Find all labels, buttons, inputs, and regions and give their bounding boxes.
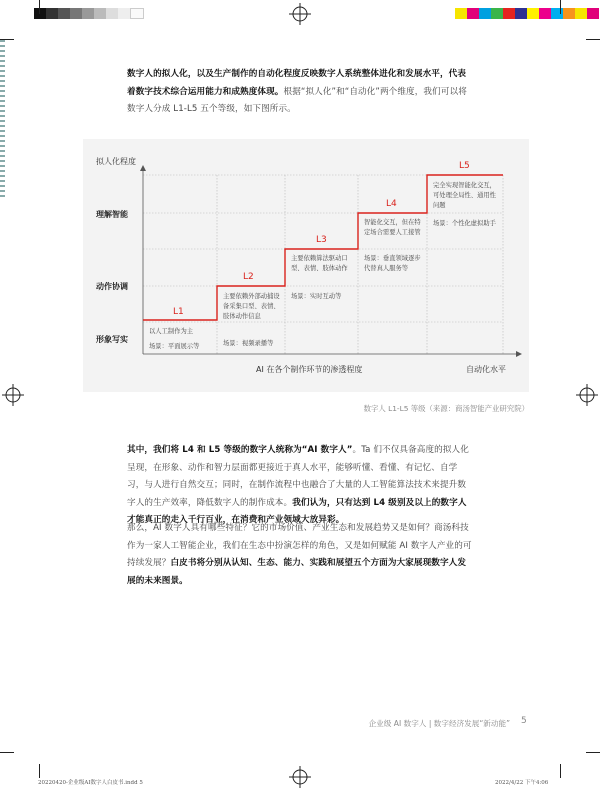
x-axis-end-label: 自动化水平	[466, 365, 506, 374]
level-desc-l5: 完全实现智能化交互，可处理全局性、通用性问题	[433, 182, 496, 209]
level-desc-l4: 智能化交互，但在特定场合需要人工接管	[364, 219, 421, 236]
edge-bleed-pattern	[0, 40, 5, 200]
level-scene-l5: 场景：个性化虚拟助手	[433, 220, 496, 227]
level-label-l1: L1	[173, 307, 184, 317]
page-footer-title: 企业级 AI 数字人 | 数字经济发展“新动能”	[368, 719, 510, 728]
y-axis-arrow-icon	[140, 165, 146, 171]
body-paragraph-2	[127, 442, 473, 530]
level-label-l2: L2	[243, 272, 254, 282]
level-desc-l2: 主要依赖外部动捕设备采集口型、表情、肢体动作信息	[223, 293, 280, 320]
color-bar-cmyk	[455, 8, 599, 19]
level-scene-l2: 场景：视频录播等	[223, 340, 274, 347]
crop-mark	[39, 0, 40, 14]
para2-text: 。Ta 们不仅具备高度的拟人化呈现，在形象、动作和智力层面都更接近于真人水平，能够听懂、看懂、有记忆、自学习，与人进行自然交互；同时，在制作流程中也融合了大量的人工智能算法技术来提升数字人的生产效率，降低数字人的制作成本。	[127, 445, 469, 508]
print-slug-right: 2022/4/22 下午4:06	[495, 780, 549, 786]
level-scene-l1: 场景：平面展示等	[149, 343, 200, 350]
intro-bold-text: 数字人的拟人化，以及生产制作的自动化程度反映数字人系统整体进化和发展水平，代表着数字技术综合运用能力和成熟度体现。	[127, 69, 467, 97]
para2-bold-conclusion: 我们认为，只有达到 L4 级别及以上的数字人才能真正的走入千行百业，在消费和产业领域大放异彩。	[127, 497, 467, 525]
level-scene-l4: 场景：垂直领域逐步代替真人服务等	[364, 255, 421, 272]
level-label-l5: L5	[459, 161, 470, 171]
intro-paragraph	[127, 66, 473, 119]
crop-mark	[0, 752, 14, 753]
registration-mark-icon	[576, 384, 598, 406]
registration-mark-icon	[289, 3, 311, 25]
level-label-l4: L4	[386, 199, 397, 209]
para3-bold: 白皮书将分别从认知、生态、能力、实践和展望五个方面为大家展现数字人发展的未来图景。	[127, 558, 467, 586]
level-scene-l3: 场景：实时互动等	[291, 293, 342, 300]
level-chart-panel	[83, 139, 529, 392]
y-level-label: 理解智能	[96, 210, 128, 219]
y-level-label: 动作协调	[96, 282, 128, 291]
crop-mark	[560, 0, 561, 14]
page-number: 5	[521, 716, 527, 726]
crop-mark	[586, 39, 600, 40]
level-label-l3: L3	[316, 235, 327, 245]
registration-mark-icon	[289, 766, 311, 788]
body-paragraph-3	[127, 520, 473, 590]
level-desc-l3: 主要依赖算法驱动口型、表情、肢体动作	[291, 255, 348, 272]
crop-mark	[39, 764, 40, 778]
crop-mark	[560, 764, 561, 778]
figure-caption: 数字人 L1-L5 等级（来源：商汤智能产业研究院）	[363, 404, 529, 413]
para2-bold-lead: 其中，我们将 L4 和 L5 等级的数字人统称为“AI 数字人”	[127, 445, 353, 455]
registration-mark-icon	[2, 384, 24, 406]
level-desc-l1: 以人工制作为主	[149, 328, 194, 335]
y-axis-title: 拟人化程度	[96, 157, 136, 166]
print-slug-left: 20220420-企业级AI数字人白皮书.indd 5	[38, 780, 143, 786]
y-level-label: 形象写实	[96, 335, 128, 344]
x-axis-title: AI 在各个制作环节的渗透程度	[256, 365, 363, 374]
intro-text: 根据“拟人化”和“自动化”两个维度，我们可以将数字人分成 L1-L5 五个等级，如下图所示。	[127, 86, 467, 114]
crop-mark	[586, 752, 600, 753]
x-axis-arrow-icon	[516, 351, 522, 357]
color-bar-grayscale	[34, 8, 158, 19]
para3-text: 那么，AI 数字人具有哪些特征？它的市场价值、产业生态和发展趋势又是如何？商汤科技作为一家人工智能企业，我们在生态中扮演怎样的角色，又是如何赋能 AI 数字人产业的可持续发展？	[127, 523, 472, 568]
